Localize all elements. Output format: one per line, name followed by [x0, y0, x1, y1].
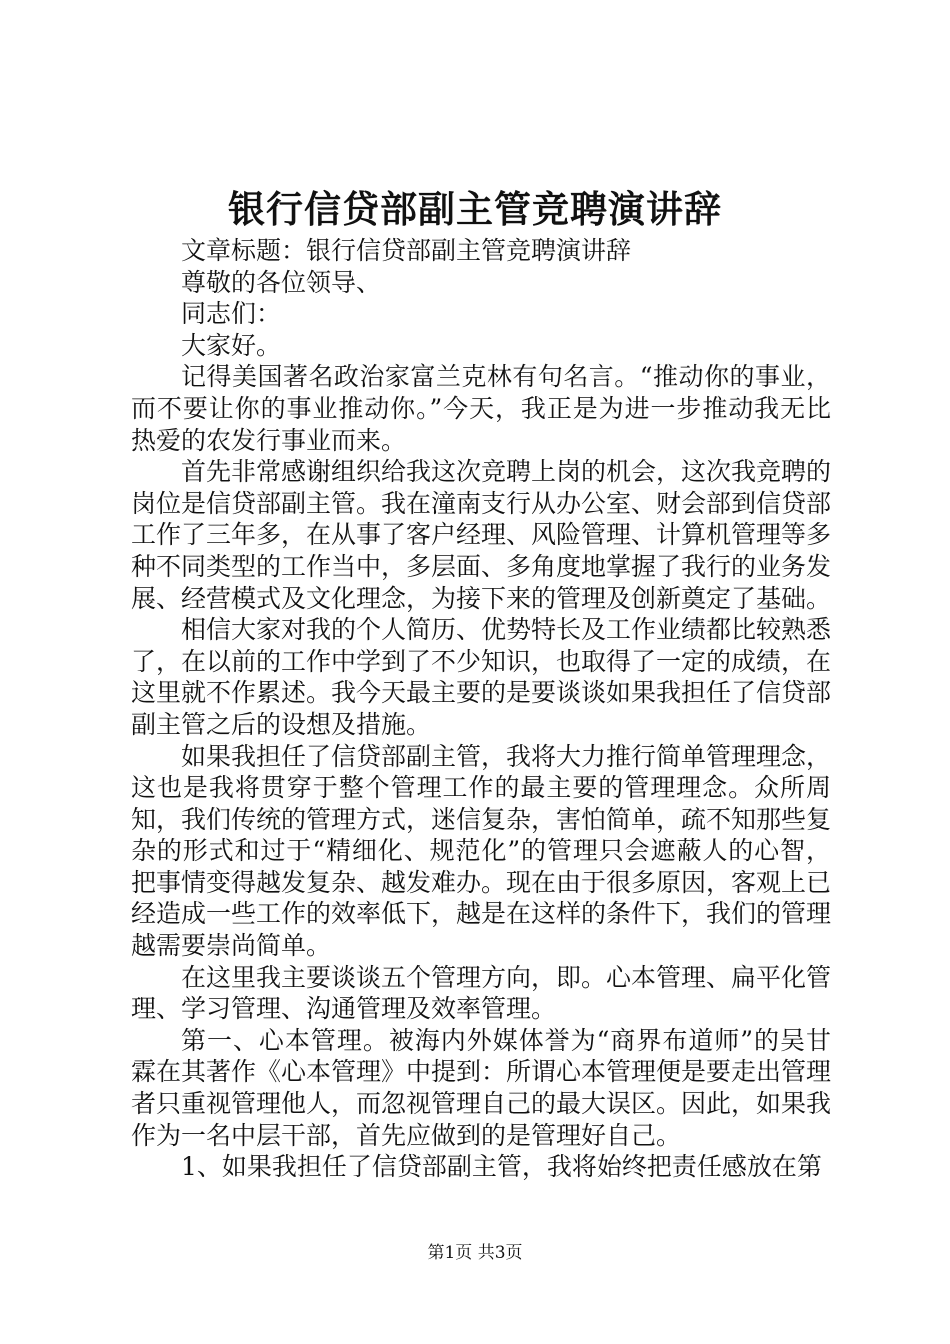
paragraph: 同志们： [181, 299, 282, 329]
paragraph: 尊敬的各位领导、 [181, 267, 382, 297]
paragraph: 1、如果我担任了信贷部副主管，我将始终把责任感放在第 [181, 1152, 822, 1182]
paragraph: 如果我担任了信贷部副主管，我将大力推行简单管理理念，这也是我将贯穿于整个管理工作的最主要的管理理念。众所周知，我们传统的管理方式，迷信复杂，害怕简单，疏不知那些复杂的形式和过于“精细化、规范化”的管理只会遮蔽人的心智，把事情变得越发复杂、越发难办。现在由于很多原因，客观上已经造成一些工作的效率低下，越是在这样的条件下，我们的管理越需要崇尚简单。 [131, 741, 832, 961]
paragraph: 在这里我主要谈谈五个管理方向，即。心本管理、扁平化管理、学习管理、沟通管理及效率管理。 [131, 962, 832, 1024]
paragraph: 文章标题：银行信贷部副主管竞聘演讲辞 [181, 236, 632, 265]
paragraph: 大家好。 [181, 330, 282, 360]
paragraph: 第一、心本管理。被海内外媒体誉为“商界布道师”的吴甘霖在其著作《心本管理》中提到：所谓心本管理便是要走出管理者只重视管理他人，而忽视管理自己的最大误区。因此，如果我作为一名中层干部，首先应做到的是管理好自己。 [131, 1025, 832, 1150]
page-footer: 第1页 共3页 [427, 1243, 523, 1263]
paragraph: 记得美国著名政治家富兰克林有句名言。“推动你的事业，而不要让你的事业推动你。”今天，我正是为进一步推动我无比热爱的农发行事业而来。 [131, 362, 831, 455]
paragraph: 首先非常感谢组织给我这次竞聘上岗的机会，这次我竞聘的岗位是信贷部副主管。我在潼南支行从办公室、财会部到信贷部工作了三年多，在从事了客户经理、风险管理、计算机管理等多种不同类型的工作当中，多层面、多角度地掌握了我行的业务发展、经营模式及文化理念，为接下来的管理及创新奠定了基础。 [131, 457, 832, 613]
document-title: 银行信贷部副主管竞聘演讲辞 [228, 187, 722, 231]
document-body [131, 235, 831, 1183]
paragraph: 相信大家对我的个人简历、优势特长及工作业绩都比较熟悉了，在以前的工作中学到了不少知识，也取得了一定的成绩，在这里就不作累述。我今天最主要的是要谈谈如果我担任了信贷部副主管之后的设想及措施。 [131, 615, 832, 739]
